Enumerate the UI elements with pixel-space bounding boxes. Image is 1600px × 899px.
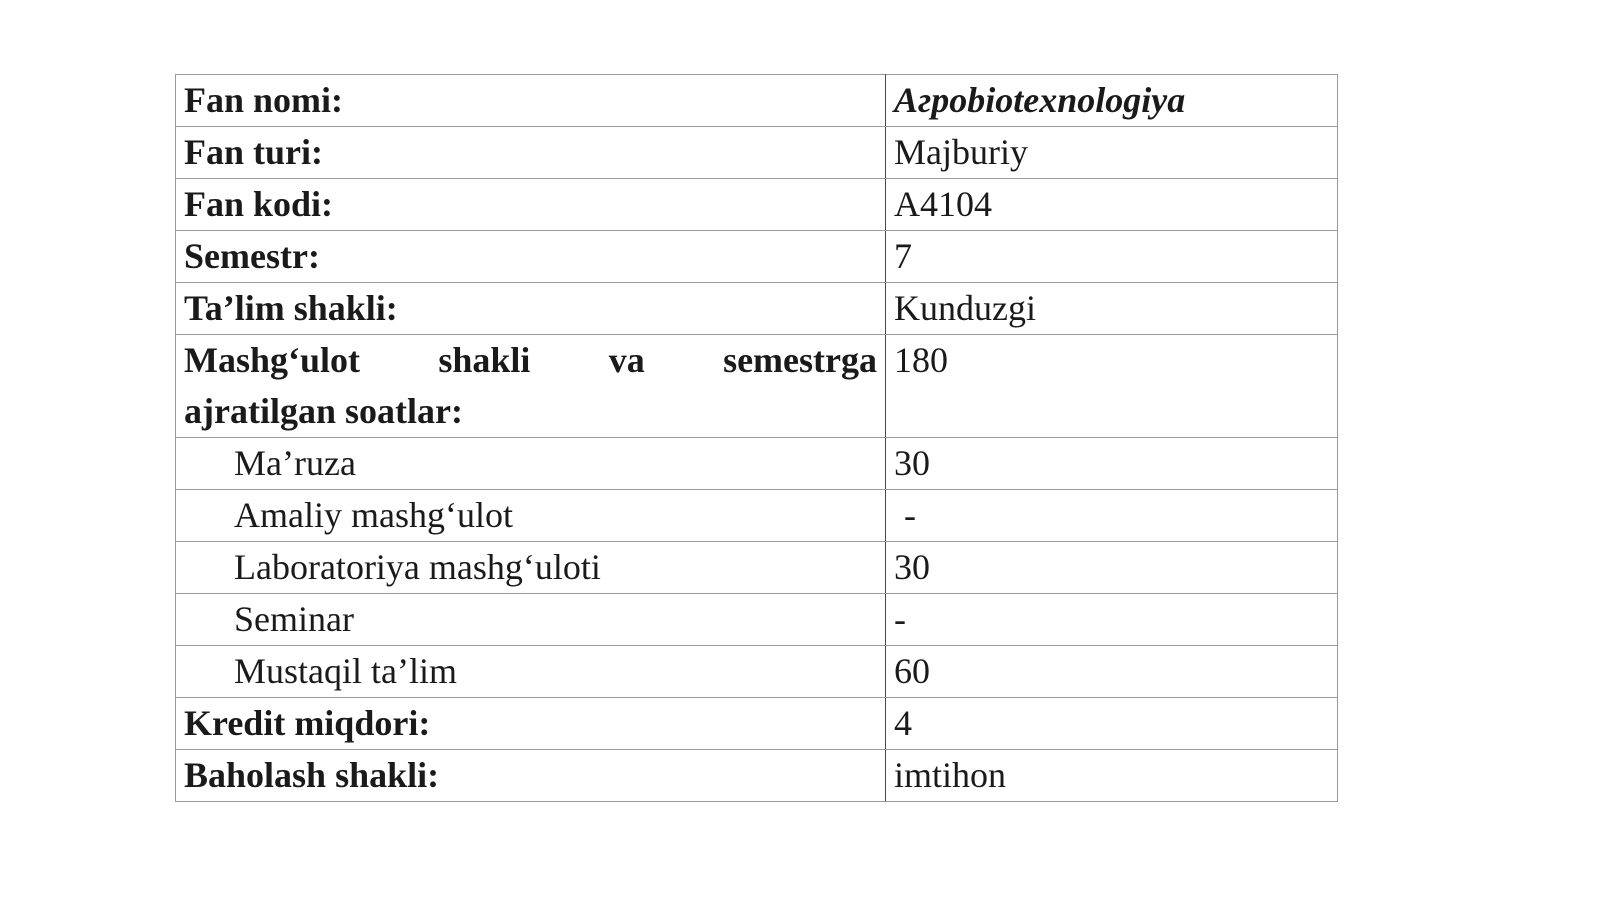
row-label: Fan nomi: xyxy=(176,75,886,127)
row-value: - xyxy=(886,490,1338,542)
table-row xyxy=(176,283,1338,335)
row-value: - xyxy=(886,594,1338,646)
table-row xyxy=(176,698,1338,750)
row-label: Mustaqil ta’lim xyxy=(176,646,886,698)
table-row xyxy=(176,490,1338,542)
table-row xyxy=(176,127,1338,179)
table-row xyxy=(176,542,1338,594)
table-row xyxy=(176,594,1338,646)
row-label: Fan kodi: xyxy=(176,179,886,231)
row-value: Aгpobiotexnologiya xyxy=(886,75,1338,127)
row-value: Majburiy xyxy=(886,127,1338,179)
row-value: imtihon xyxy=(886,750,1338,802)
table-row xyxy=(176,750,1338,802)
row-label-multiline xyxy=(176,335,886,438)
row-value: 60 xyxy=(886,646,1338,698)
row-label-line1: Mashg‘ulot shakli va semestrga xyxy=(184,340,877,380)
row-value: 30 xyxy=(886,438,1338,490)
row-label: Ma’ruza xyxy=(176,438,886,490)
row-value: 4 xyxy=(886,698,1338,750)
row-label: Seminar xyxy=(176,594,886,646)
table-row xyxy=(176,179,1338,231)
table-row xyxy=(176,75,1338,127)
row-value: 180 xyxy=(886,335,1338,438)
row-label-line2: ajratilgan soatlar: xyxy=(184,391,463,431)
row-value: Kunduzgi xyxy=(886,283,1338,335)
table-row xyxy=(176,231,1338,283)
row-value: A4104 xyxy=(886,179,1338,231)
row-label: Baholash shakli: xyxy=(176,750,886,802)
row-label: Kredit miqdori: xyxy=(176,698,886,750)
row-label: Fan turi: xyxy=(176,127,886,179)
course-info-table xyxy=(175,74,1338,802)
table-row xyxy=(176,335,1338,438)
row-label: Laboratoriya mashg‘uloti xyxy=(176,542,886,594)
table-row xyxy=(176,646,1338,698)
row-label: Amaliy mashg‘ulot xyxy=(176,490,886,542)
table-row xyxy=(176,438,1338,490)
row-label: Ta’lim shakli: xyxy=(176,283,886,335)
row-value: 30 xyxy=(886,542,1338,594)
row-label: Semestr: xyxy=(176,231,886,283)
row-value: 7 xyxy=(886,231,1338,283)
